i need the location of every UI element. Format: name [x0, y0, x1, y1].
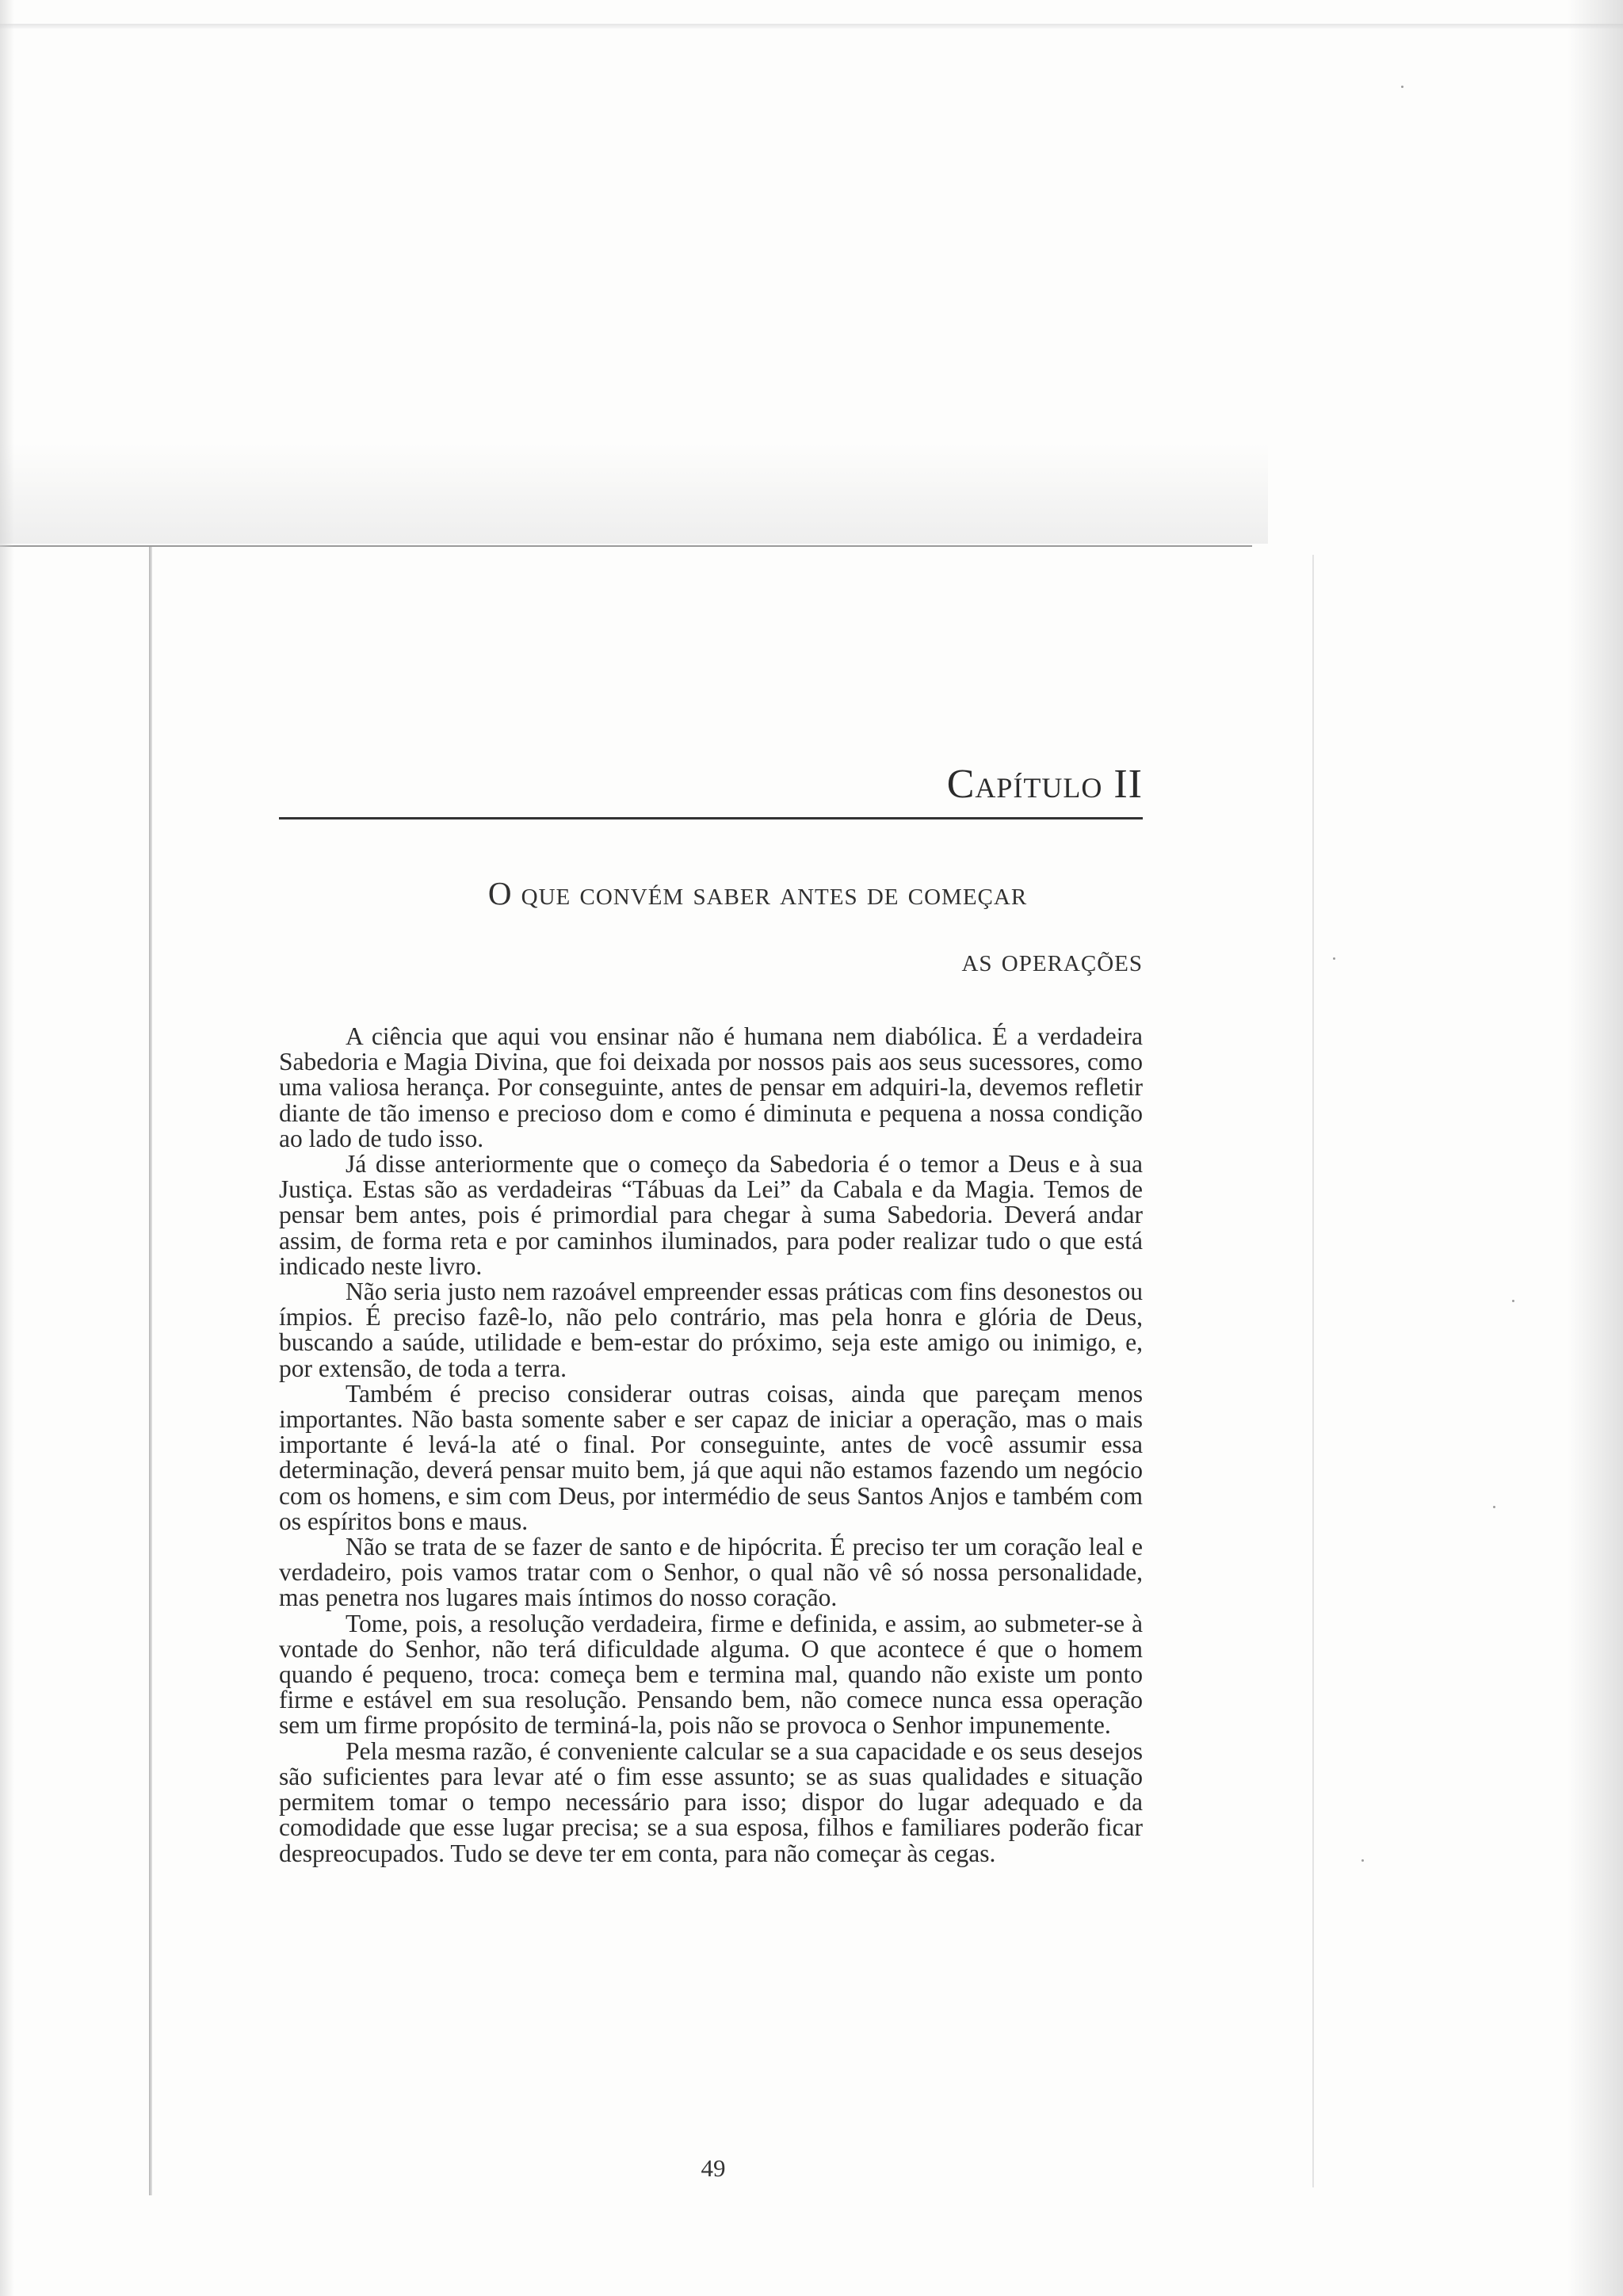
paragraph: A ciência que aqui vou ensinar não é humana nem diabólica. É a verdadeira Sabedoria e Magia Divina, que foi deixada por nossos pais aos seus sucessores, como uma valiosa herança. Por conseguinte, antes de pensar em adquiri-la, devemos refletir diante de tão imenso e precioso dom e como é diminuta e pequena a nossa condição ao lado de tudo isso. [279, 1022, 1143, 1152]
scan-right-shadow [1568, 0, 1623, 2296]
chapter-title [341, 860, 1143, 993]
paragraph: Pela mesma razão, é conveniente calcular se a sua capacidade e os seus desejos são suficientes para levar até o fim esse assunto; se as suas qualidades e situação permitem tomar o tempo necessário para isso; dispor do lugar adequado e da comodidade que esse lugar precisa; se a sua esposa, filhos e familiares poderão ficar despreocupados. Tudo se deve ter em conta, para não começar às cegas. [279, 1736, 1143, 1867]
scan-speck [1361, 1859, 1364, 1862]
scan-speck [1333, 957, 1335, 960]
scan-speck [1512, 1300, 1514, 1302]
page-right-edge [1312, 555, 1314, 2187]
chapter-title-line-1: O que convém saber antes de começar [487, 875, 1028, 911]
scan-top-edge [0, 24, 1623, 29]
chapter-title-line-2: as operações [961, 942, 1143, 978]
paragraph: Tome, pois, a resolução verdadeira, firme e definida, e assim, ao submeter-se à vontade do Senhor, não terá dificuldade alguma. O que acontece é que o homem quando é pequeno, troca: começa bem e termina mal, quando não existe um ponto firme e estável em sua resolução. Pensando bem, não comece nunca essa operação sem um firme propósito de terminá-la, pois não se provoca o Senhor impunemente. [279, 1609, 1143, 1740]
page-number: 49 [701, 2154, 726, 2182]
paragraph: Já disse anteriormente que o começo da Sabedoria é o temor a Deus e à sua Justiça. Estas são as verdadeiras “Tábuas da Lei” da Cabala e da Magia. Temos de pensar bem antes, pois é primordial para chegar à suma Sabedoria. Deverá andar assim, de forma reta e por caminhos iluminados, para poder realizar tudo o que está indicado neste livro. [279, 1150, 1143, 1280]
scan-speck [1493, 1506, 1495, 1508]
scan-speck [1401, 86, 1403, 88]
paragraph: Não se trata de se fazer de santo e de hipócrita. É preciso ter um coração leal e verdadeiro, pois vamos tratar com o Senhor, o qual não vê só nossa personalidade, mas penetra nos lugares mais íntimos do nosso coração. [279, 1533, 1143, 1612]
chapter-divider [279, 817, 1143, 819]
paragraph: Não seria justo nem razoável empreender essas práticas com fins desonestos ou ímpios. É preciso fazê-lo, não pelo contrário, mas pela honra e glória de Deus, buscando a saúde, utilidade e bem-estar do próximo, seja este amigo ou inimigo, e, por extensão, de toda a terra. [279, 1278, 1143, 1382]
chapter-label: Capítulo II [946, 762, 1143, 807]
paragraph: Também é preciso considerar outras coisas, ainda que pareçam menos importantes. Não basta somente saber e ser capaz de iniciar a operação, mas o mais importante é levá-la até o final. Por conseguinte, antes de você assumir essa determinação, deverá pensar muito bem, já que aqui não estamos fazendo um negócio com os homens, e sim com Deus, por intermédio de seus Santos Anjos e também com os espíritos bons e maus. [279, 1379, 1143, 1535]
chapter-body [279, 1024, 1143, 1866]
scan-fold-shadow [0, 444, 1268, 544]
scan-left-gutter [0, 0, 14, 2296]
page-left-edge [149, 547, 152, 2195]
chapter-header [279, 757, 1143, 819]
scan-fold-line [0, 545, 1252, 547]
